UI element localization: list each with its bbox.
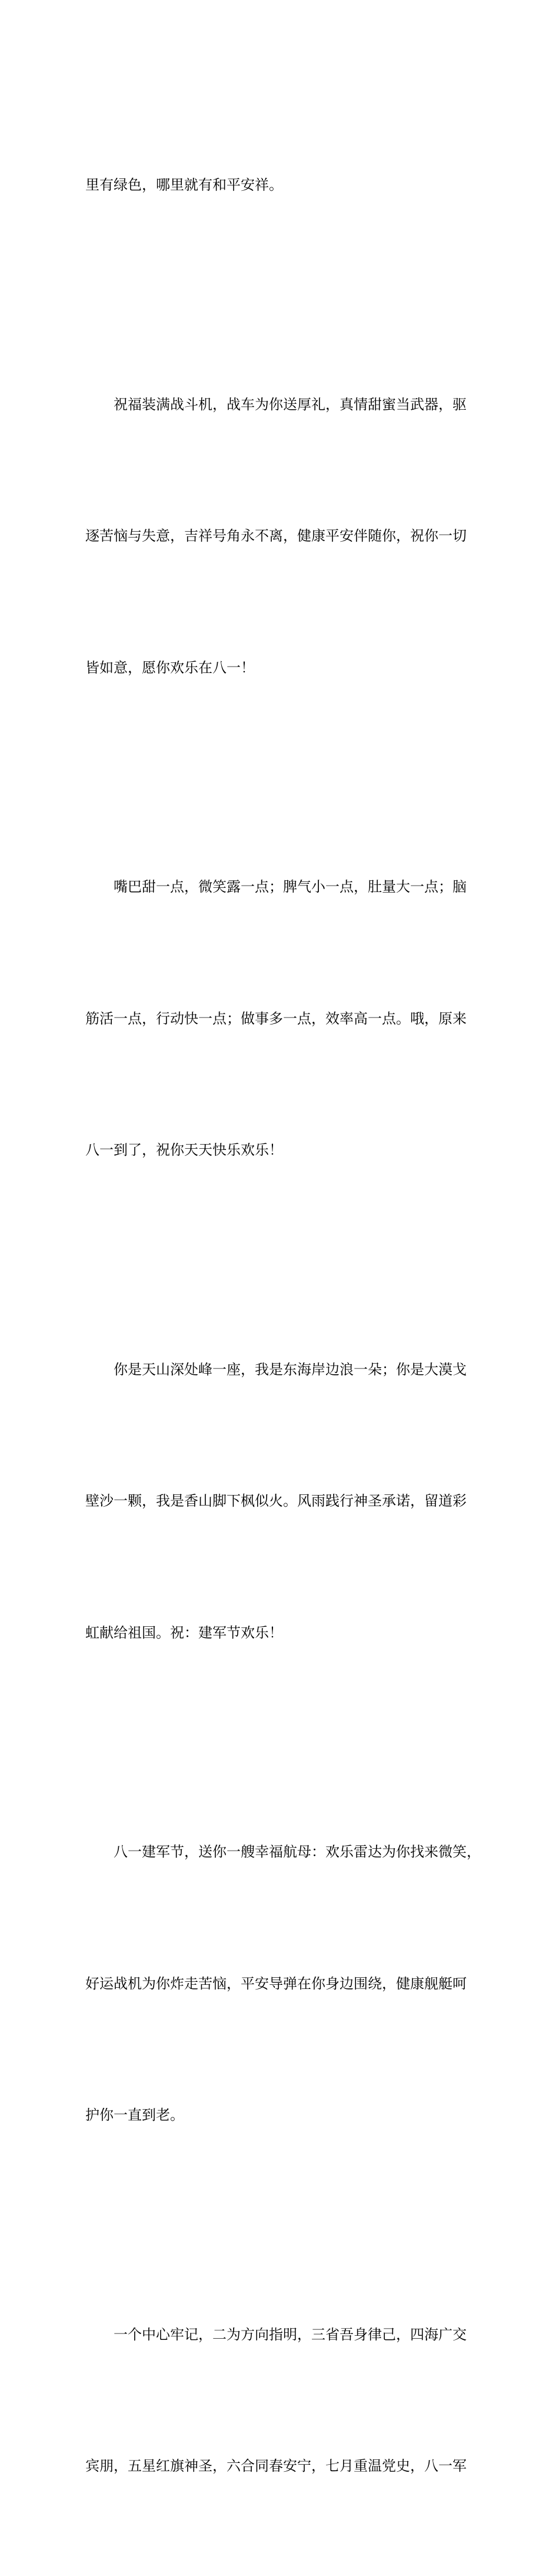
text-line: 虹献给祖国。祝：建军节欢乐！ — [85, 1624, 283, 1641]
text-line: 嘴巴甜一点，微笑露一点；脾气小一点，肚量大一点；脑 — [114, 878, 467, 895]
text-line: 宾朋，五星红旗神圣，六合同春安宁，七月重温党史，八一军 — [85, 2458, 467, 2474]
paragraph-4 — [85, 1260, 477, 1743]
text-line: 八一建军节，送你一艘幸福航母：欢乐雷达为你找来微笑， — [114, 1844, 481, 1860]
text-line: 护你一直到老。 — [85, 2107, 184, 2123]
text-line: 壁沙一颗，我是香山脚下枫似火。风雨践行神圣承诺，留道彩 — [85, 1493, 467, 1509]
text-line: 一个中心牢记，二为方向指明，三省吾身律己，四海广交 — [114, 2326, 467, 2343]
text-line: 你是天山深处峰一座，我是东海岸边浪一朵；你是大漠戈 — [114, 1361, 467, 1378]
text-line: 皆如意，愿你欢乐在八一！ — [85, 659, 255, 676]
text-line: 好运战机为你炸走苦恼，平安导弹在你身边围绕，健康舰艇呵 — [85, 1975, 467, 1992]
text-line: 筋活一点，行动快一点；做事多一点，效率高一点。哦，原来 — [85, 1010, 467, 1027]
text-line: 逐苦恼与失意，吉祥号角永不离，健康平安伴随你，祝你一切 — [85, 528, 467, 544]
text-line: 里有绿色，哪里就有和平安祥。 — [85, 177, 283, 193]
text-line: 祝福装满战斗机，战车为你送厚礼，真情甜蜜当武器，驱 — [114, 396, 467, 413]
paragraph-6 — [85, 2225, 477, 2576]
body-text — [85, 75, 481, 2576]
text-line: 八一到了，祝你天天快乐欢乐！ — [85, 1142, 283, 1158]
paragraph-1 — [85, 75, 477, 295]
paragraph-3 — [85, 777, 477, 1260]
paragraph-2 — [85, 295, 477, 778]
paragraph-5 — [85, 1742, 481, 2225]
